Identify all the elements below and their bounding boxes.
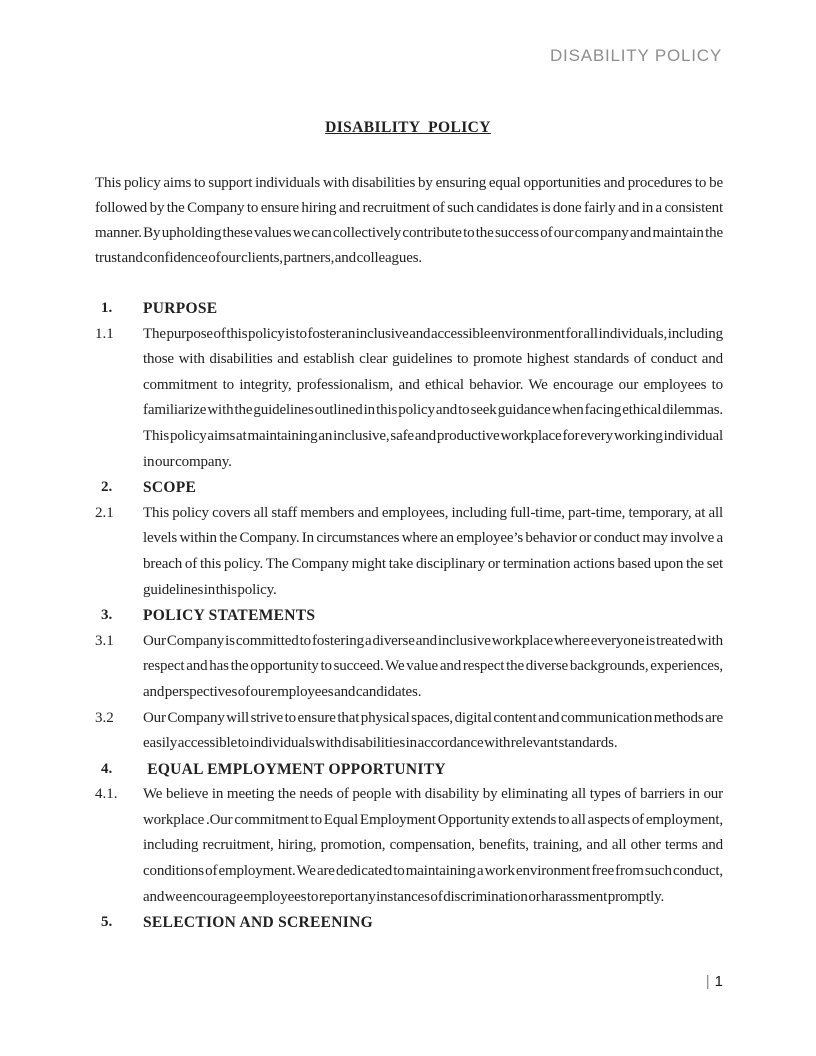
policy-item-row <box>95 322 723 476</box>
document-title: DISABILITY POLICY <box>325 119 491 136</box>
item-text: The purpose of this policy is to foster an inclusive and accessible environment for all individuals, including those with disabilities and establish clear guidelines to promote highest standards of conduct and commitment to integrity, professionalism, and ethical behavior. We encourage our employees to familiarize with the guidelines outlined in this policy and to seek guidance when facing ethical dilemmas. This policy aims at maintaining an inclusive, safe and productive workplace for every working individual in our company. <box>143 325 723 470</box>
section-number: 2. <box>101 479 113 496</box>
policy-item-row <box>95 782 723 910</box>
footer-separator: | <box>705 973 710 990</box>
item-text: Our Company will strive to ensure that physical spaces, digital content and communication methods are easily accessible to individuals with disabilities in accordance with relevant standards. <box>143 709 723 752</box>
section-heading: SCOPE <box>143 479 197 497</box>
running-header: DISABILITY POLICY <box>549 46 722 65</box>
section-number: 1. <box>101 300 113 316</box>
page-number: 1 <box>714 973 723 990</box>
item-text: Our Company is committed to fostering a diverse and inclusive workplace where everyone is treated with respect and has the opportunity to succeed. We value and respect the diverse backgrounds, experiences, and perspectives of our employees and candidates. <box>143 632 723 700</box>
section-2-heading-row <box>95 475 723 501</box>
section-number: 5. <box>101 914 113 931</box>
item-number: 3.2 <box>95 709 114 726</box>
item-number: 3.1 <box>95 632 114 649</box>
item-number: 1.1 <box>95 325 114 342</box>
section-5-heading-row <box>95 910 723 936</box>
section-heading: SELECTION AND SCREENING <box>143 914 373 932</box>
section-heading: POLICY STATEMENTS <box>143 607 316 625</box>
intro-paragraph: This policy aims to support individuals with disabilities by ensuring equal opportunities and procedures to be followed by the Company to ensure hiring and recruitment of such candidates is done fairly and in a consistent manner. By upholding these values we can collectively contribute to the success of our company and maintain the trust and confidence of our clients, partners, and colleagues. <box>95 175 723 266</box>
section-1-heading-row <box>95 296 723 322</box>
section-3-heading-row <box>95 603 723 629</box>
policy-item-row <box>95 501 723 603</box>
section-heading: EQUAL EMPLOYMENT OPPORTUNITY <box>143 760 446 778</box>
policy-sections <box>95 296 723 936</box>
item-number: 2.1 <box>95 504 114 521</box>
policy-item-row <box>95 706 723 757</box>
item-text: This policy covers all staff members and employees, including full-time, part-time, temporary, at all levels within the Company. In circumstances where an employee’s behavior or conduct may involve a breach of this policy. The Company might take disciplinary or termination actions based upon the set guidelines in this policy. <box>143 504 723 598</box>
section-number: 4. <box>101 760 113 777</box>
item-text: We believe in meeting the needs of people with disability by eliminating all types of barriers in our workplace .Our commitment to Equal Employment Opportunity extends to all aspects of employment, including recruitment, hiring, promotion, compensation, benefits, training, and all other terms and conditions of employment. We are dedicated to maintaining a work environment free from such conduct, and we encourage employees to report any instances of discrimination or harassment promptly. <box>143 786 723 905</box>
page-footer <box>706 973 723 990</box>
section-heading: PURPOSE <box>143 300 218 317</box>
section-4-heading-row <box>95 757 723 783</box>
section-number: 3. <box>101 607 113 624</box>
policy-item-row <box>95 629 723 706</box>
item-number: 4.1. <box>95 786 118 803</box>
